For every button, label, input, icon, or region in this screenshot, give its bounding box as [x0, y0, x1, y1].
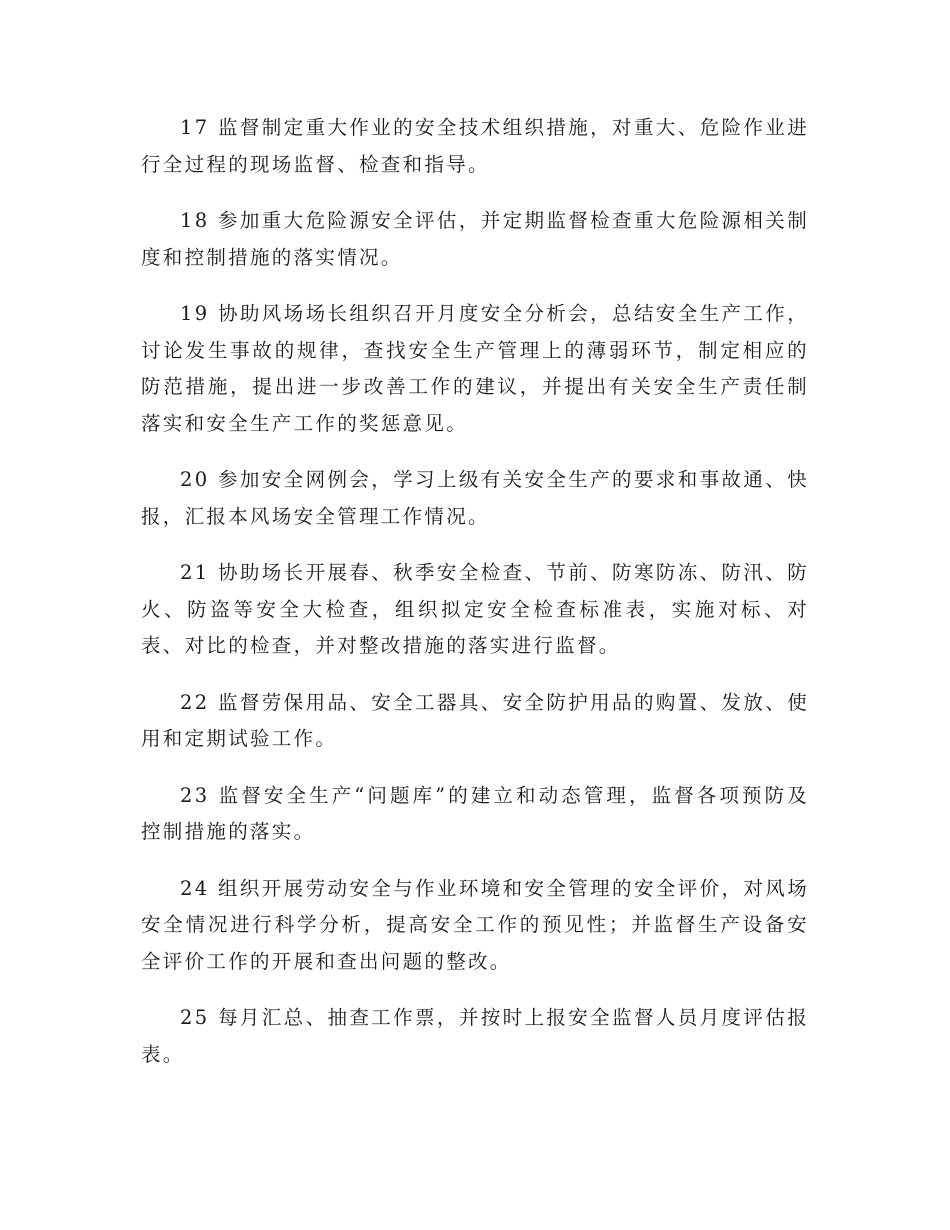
document-body [141, 110, 809, 1093]
paragraph-item-18: 18 参加重大危险源安全评估，并定期监督检查重大危险源相关制度和控制措施的落实情况。 [141, 209, 809, 269]
paragraph-item-23: 23 监督安全生产“问题库”的建立和动态管理，监督各项预防及控制措施的落实。 [141, 783, 809, 843]
paragraph-item-21: 21 协助场长开展春、秋季安全检查、节前、防寒防冻、防汛、防火、防盗等安全大检查，组织拟定安全检查标准表，实施对标、对表、对比的检查，并对整改措施的落实进行监督。 [141, 561, 809, 657]
paragraph-item-17: 17 监督制定重大作业的安全技术组织措施，对重大、危险作业进行全过程的现场监督、检查和指导。 [141, 116, 809, 176]
paragraph-item-25: 25 每月汇总、抽查工作票，并按时上报安全监督人员月度评估报表。 [141, 1006, 809, 1066]
paragraph-item-20: 20 参加安全网例会，学习上级有关安全生产的要求和事故通、快报，汇报本风场安全管理工作情况。 [141, 468, 809, 528]
paragraph-item-24: 24 组织开展劳动安全与作业环境和安全管理的安全评价，对风场安全情况进行科学分析，提高安全工作的预见性；并监督生产设备安全评价工作的开展和查出问题的整改。 [141, 876, 809, 973]
paragraph-item-22: 22 监督劳保用品、安全工器具、安全防护用品的购置、发放、使用和定期试验工作。 [141, 690, 809, 750]
paragraph-item-19: 19 协助风场场长组织召开月度安全分析会，总结安全生产工作，讨论发生事故的规律，查找安全生产管理上的薄弱环节，制定相应的防范措施，提出进一步改善工作的建议，并提出有关安全生产责任制落实和安全生产工作的奖惩意见。 [141, 302, 809, 435]
